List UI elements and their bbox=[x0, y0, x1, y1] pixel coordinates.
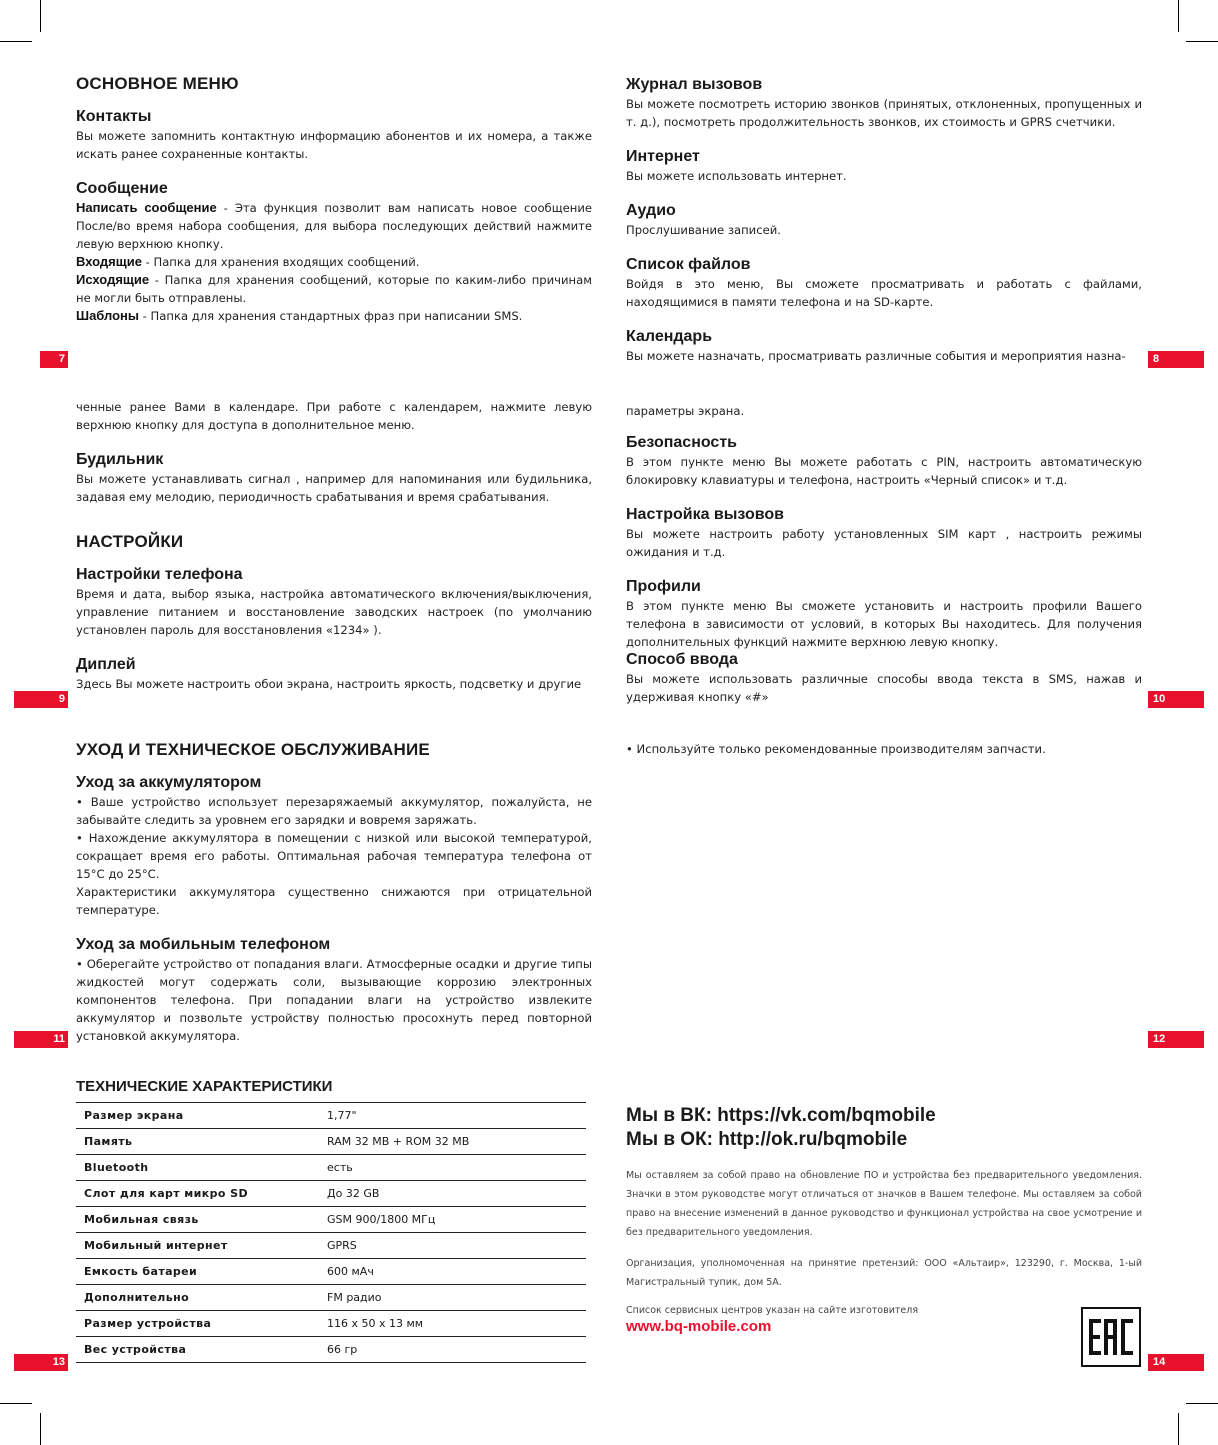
section-heading: Безопасность bbox=[626, 434, 737, 451]
spec-row bbox=[76, 1259, 586, 1285]
spec-value: есть bbox=[319, 1155, 586, 1181]
term-desc: - Папка для хранения входящих сообщений. bbox=[141, 255, 420, 269]
page-7 bbox=[76, 74, 592, 342]
spec-key: Память bbox=[76, 1129, 319, 1155]
page-number-9: 9 bbox=[14, 691, 68, 708]
spec-key: Вес устройства bbox=[76, 1337, 319, 1363]
section-text: Вы можете устанавливать сигнал , например для напоминания или будильника, задавая ему мелодию, периодичность срабатывания и время срабатывания. bbox=[76, 472, 592, 504]
spec-value: GSM 900/1800 МГц bbox=[319, 1207, 586, 1233]
page-title: НАСТРОЙКИ bbox=[76, 532, 184, 551]
term: Исходящие bbox=[76, 272, 150, 287]
page-number-14: 14 bbox=[1148, 1354, 1204, 1371]
section-text: • Используйте только рекомендованные производителям запчасти. bbox=[626, 742, 1046, 756]
vk-link[interactable]: Мы в ВК: https://vk.com/bqmobile bbox=[626, 1105, 936, 1126]
section-text: • Ваше устройство использует перезаряжаемый аккумулятор, пожалуйста, не забывайте следить за уровнем его зарядки и вовремя заряжать. bbox=[76, 795, 592, 827]
spec-row bbox=[76, 1311, 586, 1337]
crop-mark bbox=[0, 41, 32, 42]
section-text: Прослушивание записей. bbox=[626, 223, 781, 237]
spec-row bbox=[76, 1181, 586, 1207]
page-number-12: 12 bbox=[1148, 1031, 1204, 1048]
spec-row bbox=[76, 1103, 586, 1129]
page-11 bbox=[76, 740, 592, 1062]
spec-value: 600 мАч bbox=[319, 1259, 586, 1285]
spec-row bbox=[76, 1207, 586, 1233]
eac-logo-icon bbox=[1083, 1309, 1139, 1365]
page-12 bbox=[626, 740, 1142, 758]
service-centers-text: Список сервисных центров указан на сайте изготовителя bbox=[626, 1305, 919, 1316]
spec-value: 116 x 50 x 13 мм bbox=[319, 1311, 586, 1337]
page-title: УХОД И ТЕХНИЧЕСКОЕ ОБСЛУЖИВАНИЕ bbox=[76, 740, 430, 759]
spec-row bbox=[76, 1337, 586, 1363]
website-link[interactable]: www.bq-mobile.com bbox=[626, 1318, 772, 1335]
organization-text: Организация, уполномоченная на принятие претензий: ООО «Альтаир», 123290, г. Москва, 1-ый Магистральный тупик, дом 5А. bbox=[626, 1258, 1142, 1288]
section-heading: Интернет bbox=[626, 148, 700, 165]
spec-row bbox=[76, 1155, 586, 1181]
spec-key: Размер экрана bbox=[76, 1103, 319, 1129]
section-text: ченные ранее Вами в календаре. При работе с календарем, нажмите левую верхнюю кнопку для доступа в дополнительное меню. bbox=[76, 400, 592, 432]
section-heading: Диплей bbox=[76, 656, 136, 673]
section-text: Вы можете использовать различные способы ввода текста в SMS, нажав и удерживая кнопку «#» bbox=[626, 672, 1142, 704]
crop-mark bbox=[1186, 41, 1218, 42]
spec-value: До 32 GB bbox=[319, 1181, 586, 1207]
section-text: Время и дата, выбор языка, настройка автоматического включения/выключения, управление питанием и восстановление заводских настроек (по умолчанию установлен пароль для восстановления «1234» ). bbox=[76, 587, 592, 637]
section-text: • Нахождение аккумулятора в помещении с низкой или высокой температурой, сокращает время его работы. Оптимальная рабочая температура телефона от 15°С до 25°С. bbox=[76, 831, 592, 881]
section-text bbox=[76, 307, 592, 325]
spec-key: Дополнительно bbox=[76, 1285, 319, 1311]
section-text: Вы можете использовать интернет. bbox=[626, 169, 847, 183]
section-text: Здесь Вы можете настроить обои экрана, настроить яркость, подсветку и другие bbox=[76, 677, 582, 691]
page-number-10: 10 bbox=[1148, 691, 1204, 708]
section-heading: Настройка вызовов bbox=[626, 506, 784, 523]
page-8 bbox=[626, 76, 1142, 382]
section-heading: Уход за мобильным телефоном bbox=[76, 936, 331, 953]
page-10 bbox=[626, 402, 1142, 723]
page-number-11: 11 bbox=[14, 1031, 68, 1048]
page-title: ТЕХНИЧЕСКИЕ ХАРАКТЕРИСТИКИ bbox=[76, 1078, 333, 1095]
crop-mark bbox=[1186, 1403, 1218, 1404]
section-heading: Журнал вызовов bbox=[626, 76, 763, 93]
ok-link[interactable]: Мы в ОК: http://ok.ru/bqmobile bbox=[626, 1129, 908, 1150]
section-heading: Календарь bbox=[626, 328, 713, 345]
section-text: параметры экрана. bbox=[626, 404, 745, 418]
page-title: ОСНОВНОЕ МЕНЮ bbox=[76, 74, 239, 93]
spec-key: Емкость батареи bbox=[76, 1259, 319, 1285]
section-text: Вы можете запомнить контактную информацию абонентов и их номера, а также искать ранее сохраненные контакты. bbox=[76, 129, 592, 161]
disclaimer-text: Мы оставляем за собой право на обновление ПО и устройства без предварительного уведомления. Значки в этом руководстве могут отличаться от значков в Вашем телефоне. Мы оставляем за собой право на внесение изменений в данное руководство и функционал устройства на свое усмотрение и без предварительного уведомления. bbox=[626, 1170, 1142, 1238]
spec-key: Bluetooth bbox=[76, 1155, 319, 1181]
term-desc: - Эта функция позволит вам написать новое сообщение После/во время набора сообщения, для выбора последующих действий нажмите левую верхнюю кнопку. bbox=[76, 201, 592, 251]
section-text: В этом пункте меню Вы сможете установить и настроить профили Вашего телефона в зависимости от условий, в которых Вы находитесь. Для получения дополнительных функций нажмите верхнюю левую кнопку. bbox=[626, 599, 1142, 649]
spec-row bbox=[76, 1233, 586, 1259]
section-heading: Профили bbox=[626, 578, 701, 595]
page-number-7: 7 bbox=[40, 351, 68, 368]
spec-value: 66 гр bbox=[319, 1337, 586, 1363]
term-desc: - Папка для хранения стандартных фраз при написании SMS. bbox=[138, 309, 523, 323]
section-heading: Контакты bbox=[76, 108, 152, 125]
spec-table bbox=[76, 1102, 586, 1363]
spec-key: Слот для карт микро SD bbox=[76, 1181, 319, 1207]
page-number-13: 13 bbox=[14, 1354, 68, 1371]
spec-value: GPRS bbox=[319, 1233, 586, 1259]
crop-mark bbox=[1178, 0, 1179, 32]
section-heading: Аудио bbox=[626, 202, 676, 219]
spec-key: Мобильная связь bbox=[76, 1207, 319, 1233]
crop-mark bbox=[40, 1413, 41, 1445]
section-heading: Будильник bbox=[76, 451, 164, 468]
spec-row bbox=[76, 1285, 586, 1311]
spec-value: RAM 32 MB + ROM 32 MB bbox=[319, 1129, 586, 1155]
section-text: Вы можете посмотреть историю звонков (принятых, отклоненных, пропущенных и т. д.), посмотреть продолжительность звонков, их стоимость и GPRS счетчики. bbox=[626, 97, 1142, 129]
section-text bbox=[76, 199, 592, 253]
section-text: Войдя в это меню, Вы сможете просматривать и работать с файлами, находящимися в памяти телефона и на SD-карте. bbox=[626, 277, 1142, 309]
section-text: Вы можете настроить работу установленных SIM карт , настроить режимы ожидания и т.д. bbox=[626, 527, 1142, 559]
section-text bbox=[76, 253, 592, 271]
section-heading: Способ ввода bbox=[626, 651, 738, 668]
spec-key: Размер устройства bbox=[76, 1311, 319, 1337]
section-text: • Оберегайте устройство от попадания влаги. Атмосферные осадки и другие типы жидкостей могут содержать соли, вызывающие коррозию электронных компонентов телефона. При попадании влаги на устройство извлеките аккумулятор и позвольте устройству полностью просохнуть перед повторной установкой аккумулятора. bbox=[76, 957, 592, 1043]
eac-certification-icon bbox=[1081, 1307, 1141, 1367]
section-text bbox=[76, 271, 592, 307]
term: Входящие bbox=[76, 254, 142, 269]
crop-mark bbox=[40, 0, 41, 32]
term-desc: - Папка для хранения сообщений, которые по каким-либо причинам не могли быть отправлены. bbox=[76, 273, 592, 305]
section-text: Характеристики аккумулятора существенно снижаются при отрицательной температуре. bbox=[76, 885, 592, 917]
section-heading: Сообщение bbox=[76, 180, 168, 197]
section-heading: Уход за аккумулятором bbox=[76, 774, 262, 791]
spec-row bbox=[76, 1129, 586, 1155]
page-13 bbox=[76, 1078, 592, 1363]
term: Написать сообщение bbox=[76, 200, 217, 215]
section-heading: Настройки телефона bbox=[76, 566, 243, 583]
section-text: В этом пункте меню Вы можете работать с PIN, настроить автоматическую блокировку клавиатуры и телефона, настроить «Черный список» и т.д. bbox=[626, 455, 1142, 487]
spec-key: Мобильный интернет bbox=[76, 1233, 319, 1259]
spec-value: 1,77" bbox=[319, 1103, 586, 1129]
section-heading: Список файлов bbox=[626, 256, 751, 273]
spec-value: FM радио bbox=[319, 1285, 586, 1311]
section-text: Вы можете назначать, просматривать различные события и мероприятия назна- bbox=[626, 349, 1126, 363]
page-9 bbox=[76, 398, 592, 710]
page-14 bbox=[626, 1104, 1142, 1335]
term: Шаблоны bbox=[76, 308, 139, 323]
crop-mark bbox=[1178, 1413, 1179, 1445]
page-number-8: 8 bbox=[1148, 351, 1204, 368]
crop-mark bbox=[0, 1403, 32, 1404]
